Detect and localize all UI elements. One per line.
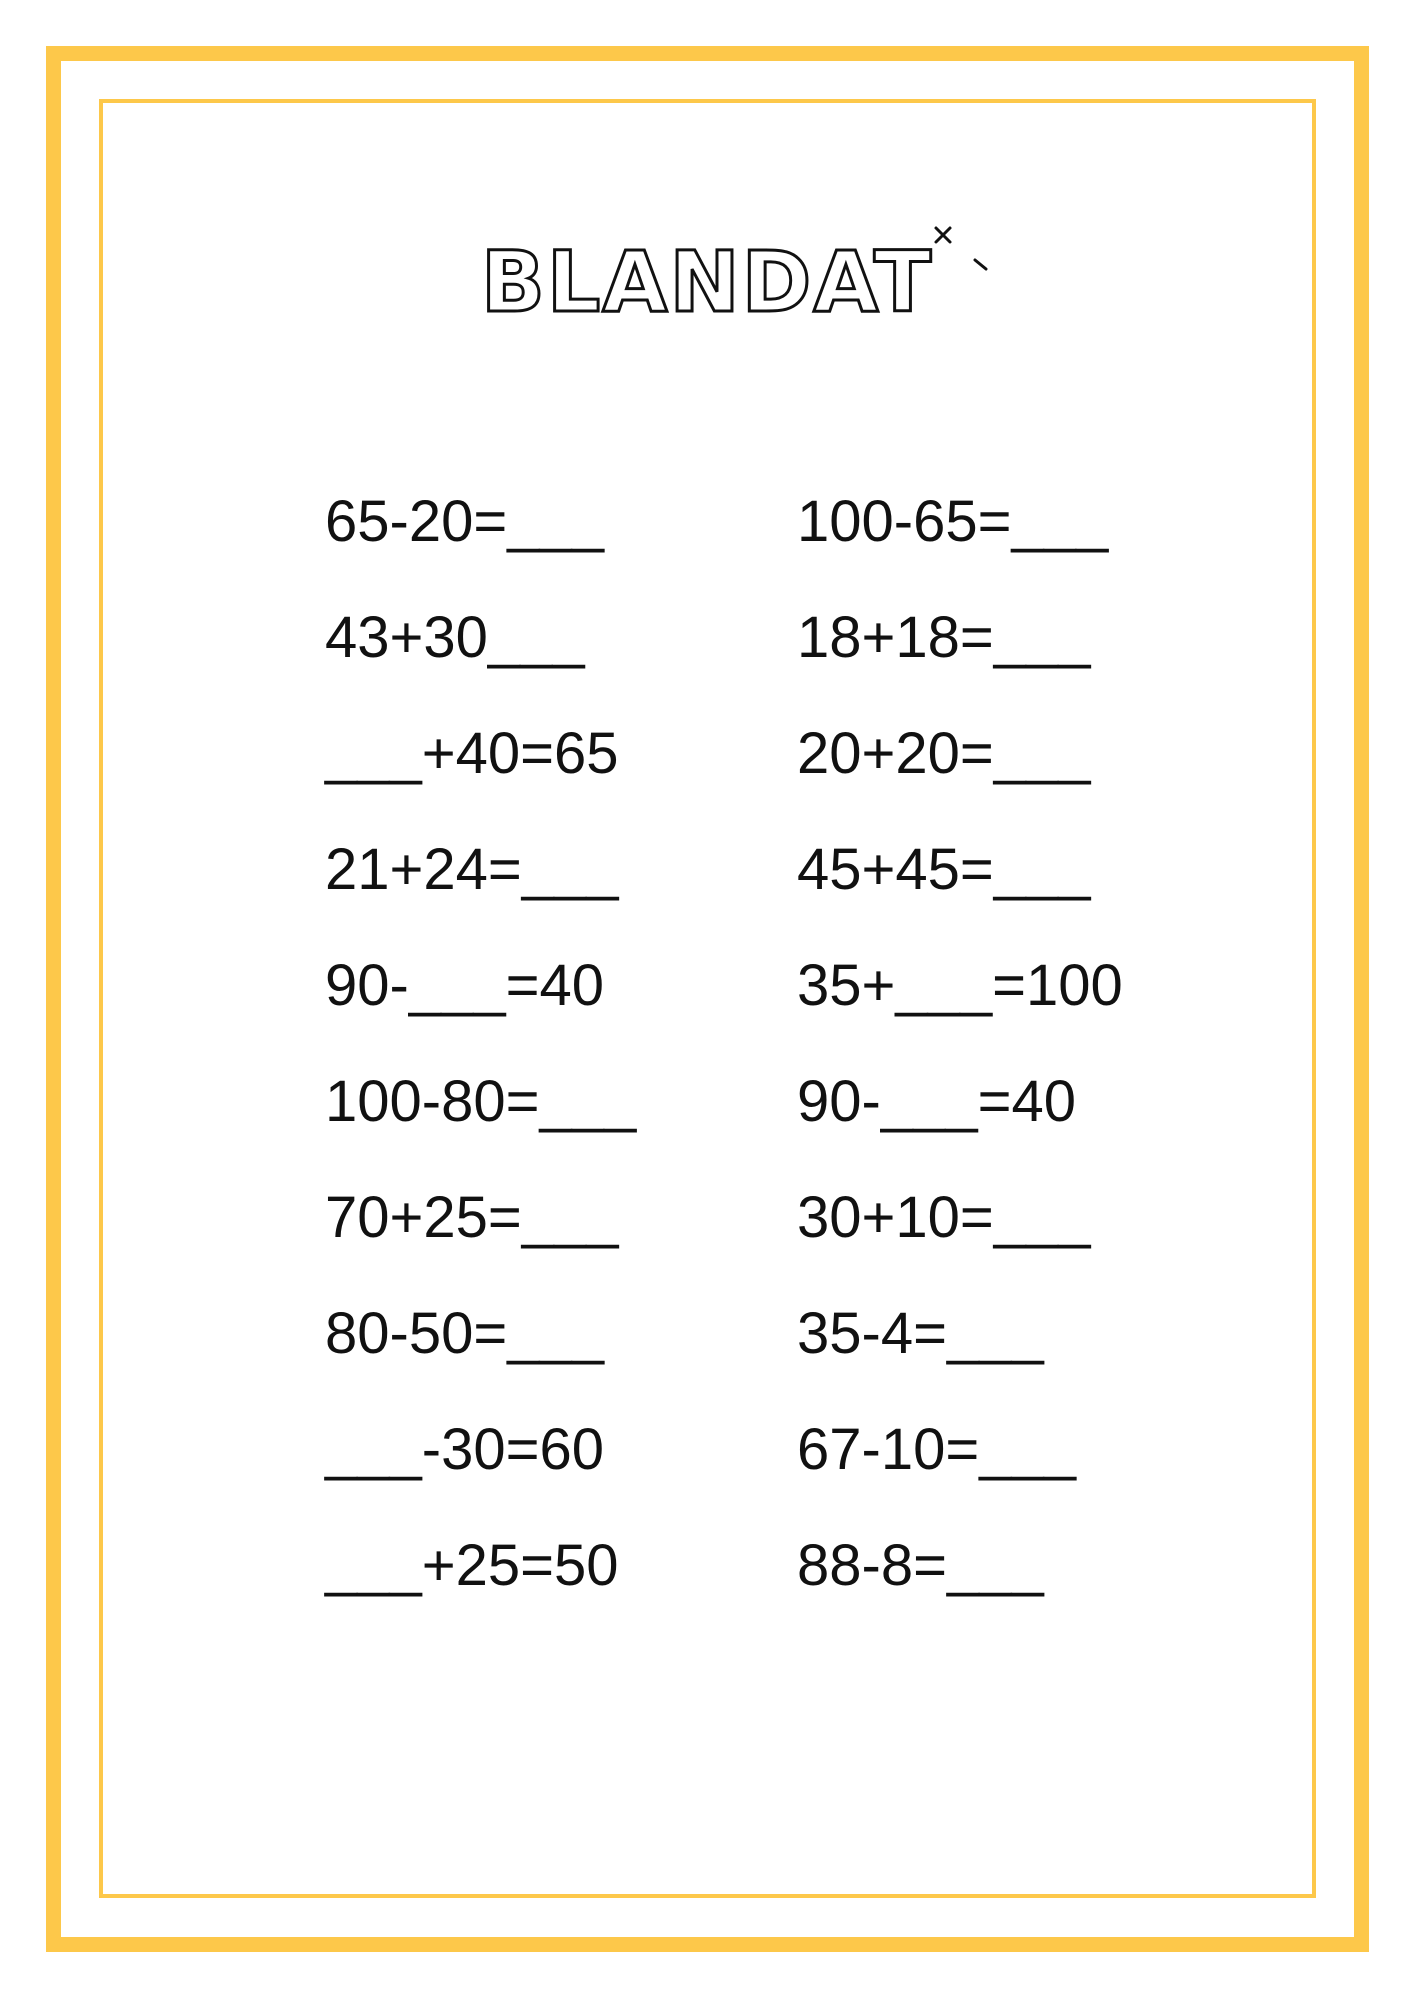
math-problem: 30+10=___: [797, 1185, 1091, 1250]
math-problem: 20+20=___: [797, 721, 1091, 786]
math-problem: 90-___=40: [797, 1069, 1076, 1134]
math-problem: 35-4=___: [797, 1301, 1044, 1366]
math-problem: 100-80=___: [325, 1069, 637, 1134]
math-problem: 90-___=40: [325, 953, 604, 1018]
math-problem: 88-8=___: [797, 1533, 1044, 1598]
math-problem: 35+___=100: [797, 953, 1123, 1018]
math-problem: 100-65=___: [797, 489, 1109, 554]
math-problem: 43+30___: [325, 605, 585, 670]
sparkle-icon: [928, 222, 998, 282]
math-problem: 80-50=___: [325, 1301, 604, 1366]
math-problem: 21+24=___: [325, 837, 619, 902]
math-problem: ___-30=60: [325, 1417, 604, 1482]
page-title: BLANDAT: [480, 233, 934, 331]
math-problem: 65-20=___: [325, 489, 604, 554]
math-problem: ___+40=65: [325, 721, 619, 786]
problems-right-column: [797, 487, 1217, 1647]
math-problem: 18+18=___: [797, 605, 1091, 670]
math-problem: 67-10=___: [797, 1417, 1076, 1482]
math-problem: 70+25=___: [325, 1185, 619, 1250]
math-problem: ___+25=50: [325, 1533, 619, 1598]
math-problem: 45+45=___: [797, 837, 1091, 902]
problems-left-column: [325, 487, 745, 1647]
